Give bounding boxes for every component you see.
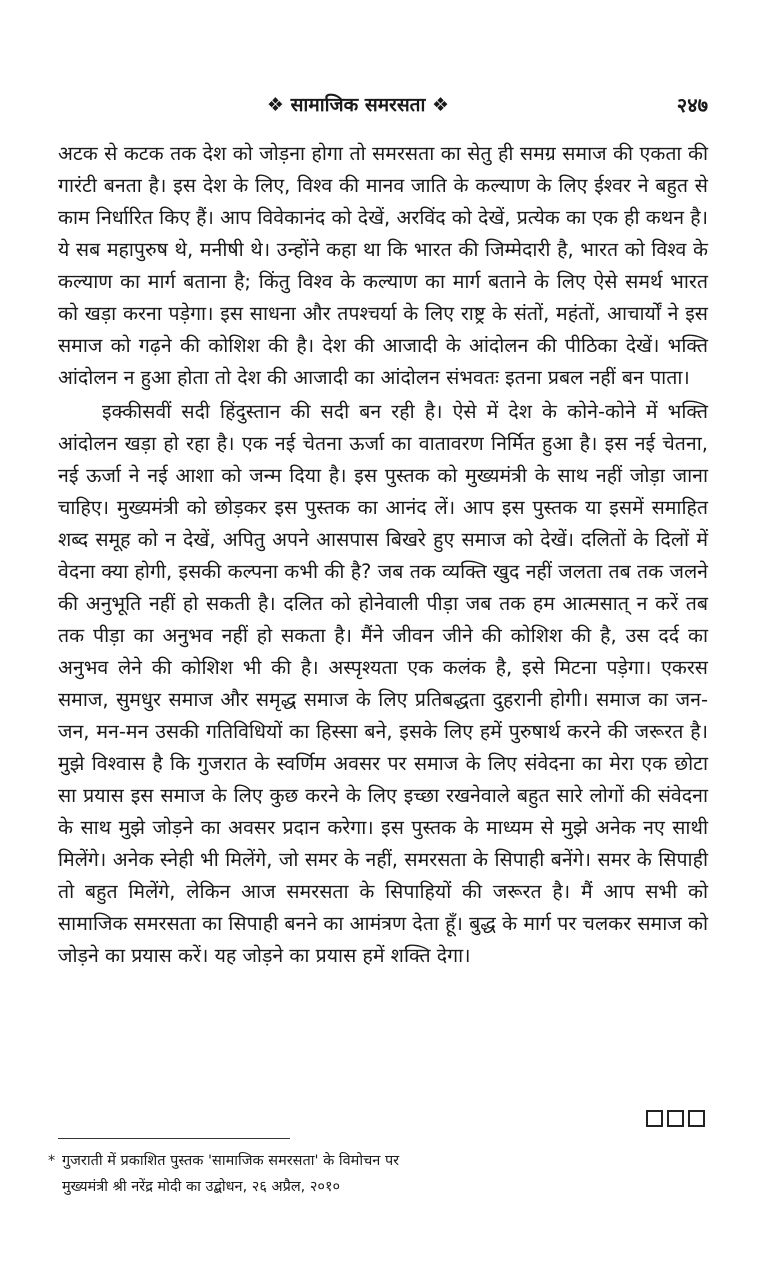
paragraph-1: अटक से कटक तक देश को जोड़ना होगा तो समरसता का सेतु ही समग्र समाज की एकता की गारंटी बनता है। इस देश के लिए, विश्व की मानव जाति के कल्याण के लिए ईश्वर ने बहुत से काम निर्धारित किए हैं। आप विवेकानंद को देखें, अरविंद को देखें, प्रत्येक का एक ही कथन है। ये सब महापुरुष थे, मनीषी थे। उन्होंने कहा था कि भारत की जिम्मेदारी है, भारत को विश्व के कल्याण का मार्ग बताना है; किंतु विश्व के कल्याण का मार्ग बताने के लिए ऐसे समर्थ भारत को खड़ा करना पड़ेगा। इस साधना और तपश्चर्या के लिए राष्ट्र के संतों, महंतों, आचार्यों ने इस समाज को गढ़ने की कोशिश की है। देश की आजादी के आंदोलन की पीठिका देखें। भक्ति आंदोलन न हुआ होता तो देश की आजादी का आंदोलन संभवतः इतना प्रबल नहीं बन पाता।: [58, 142, 708, 389]
end-box-icon: [646, 1110, 663, 1127]
body-text: [58, 138, 708, 972]
page-number: २४७: [676, 93, 708, 117]
footnote: [48, 1148, 708, 1200]
footnote-text-1: गुजराती में प्रकाशित पुस्तक 'सामाजिक समरसता' के विमोचन पर: [62, 1153, 400, 1169]
running-header: [58, 88, 708, 122]
chapter-title: ❖ सामाजिक समरसता ❖: [266, 94, 450, 116]
footnote-line-1: [48, 1148, 708, 1174]
footnote-divider: [58, 1138, 290, 1139]
end-box-icon: [667, 1110, 684, 1127]
footnote-line-2: मुख्यमंत्री श्री नरेंद्र मोदी का उद्बोधन, २६ अप्रैल, २०१०: [62, 1179, 341, 1195]
footnote-marker: *: [48, 1153, 56, 1169]
section-end-mark: [646, 1110, 705, 1127]
paragraph-2: इक्कीसवीं सदी हिंदुस्तान की सदी बन रही है। ऐसे में देश के कोने-कोने में भक्ति आंदोलन खड़ा हो रहा है। एक नई चेतना ऊर्जा का वातावरण निर्मित हुआ है। इस नई चेतना, नई ऊर्जा ने नई आशा को जन्म दिया है। इस पुस्तक को मुख्यमंत्री के साथ नहीं जोड़ा जाना चाहिए। मुख्यमंत्री को छोड़कर इस पुस्तक का आनंद लें। आप इस पुस्तक या इसमें समाहित शब्द समूह को न देखें, अपितु अपने आसपास बिखरे हुए समाज को देखें। दलितों के दिलों में वेदना क्या होगी, इसकी कल्पना कभी की है? जब तक व्यक्ति खुद नहीं जलता तब तक जलने की अनुभूति नहीं हो सकती है। दलित को होनेवाली पीड़ा जब तक हम आत्मसात् न करें तब तक पीड़ा का अनुभव नहीं हो सकता है। मैंने जीवन जीने की कोशिश की है, उस दर्द का अनुभव लेने की कोशिश भी की है। अस्पृश्यता एक कलंक है, इसे मिटना पड़ेगा। एकरस समाज, सुमधुर समाज और समृद्ध समाज के लिए प्रतिबद्धता दुहरानी होगी। समाज का जन-जन, मन-मन उसकी गतिविधियों का हिस्सा बने, इसके लिए हमें पुरुषार्थ करने की जरूरत है। मुझे विश्वास है कि गुजरात के स्वर्णिम अवसर पर समाज के लिए संवेदना का मेरा एक छोटा सा प्रयास इस समाज के लिए कुछ करने के लिए इच्छा रखनेवाले बहुत सारे लोगों की संवेदना के साथ मुझे जोड़ने का अवसर प्रदान करेगा। इस पुस्तक के माध्यम से मुझे अनेक नए साथी मिलेंगे। अनेक स्नेही भी मिलेंगे, जो समर के नहीं, समरसता के सिपाही बनेंगे। समर के सिपाही तो बहुत मिलेंगे, लेकिन आज समरसता के सिपाहियों की जरूरत है। मैं आप सभी को सामाजिक समरसता का सिपाही बनने का आमंत्रण देता हूँ। बुद्ध के मार्ग पर चलकर समाज को जोड़ने का प्रयास करें। यह जोड़ने का प्रयास हमें शक्ति देगा।: [58, 400, 708, 967]
end-box-icon: [688, 1110, 705, 1127]
